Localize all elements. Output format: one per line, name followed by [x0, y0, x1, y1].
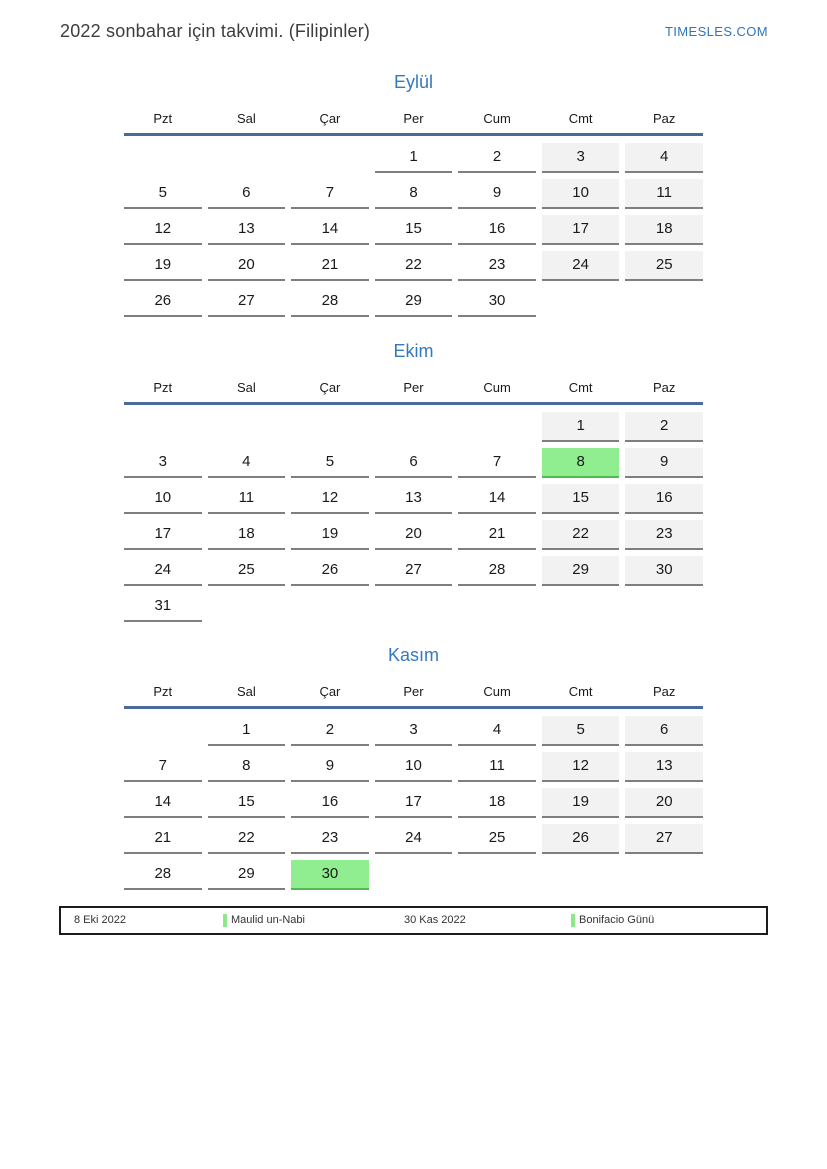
day-cell-empty [458, 860, 536, 890]
day-cell-empty [124, 412, 202, 442]
weekday-label: Çar [319, 684, 341, 699]
day-cell: 28 [124, 860, 202, 890]
day-cell: 24 [375, 824, 453, 854]
weekday-label: Cmt [568, 380, 593, 395]
day-cell: 18 [458, 788, 536, 818]
day-cell: 8 [208, 752, 286, 782]
day-cell: 15 [542, 484, 620, 514]
weekday-label: Cmt [568, 111, 593, 126]
day-cell: 24 [124, 556, 202, 586]
day-cell-empty [458, 592, 536, 622]
day-cell-empty [375, 412, 453, 442]
day-cell-empty [625, 592, 703, 622]
day-cell: 19 [124, 251, 202, 281]
day-cell-empty [124, 143, 202, 173]
weekday-label: Per [403, 684, 424, 699]
weekday-label: Cum [483, 380, 511, 395]
weekday-label: Paz [653, 111, 676, 126]
day-cell-empty [375, 592, 453, 622]
day-cell-empty [542, 592, 620, 622]
day-cell: 27 [208, 287, 286, 317]
day-cell: 25 [625, 251, 703, 281]
weekday-row [124, 683, 703, 701]
day-cell: 10 [375, 752, 453, 782]
day-cell: 1 [375, 143, 453, 173]
day-cell: 30 [625, 556, 703, 586]
weekday-row [124, 110, 703, 128]
legend-date-1: 8 Eki 2022 [74, 914, 126, 926]
day-cell: 12 [124, 215, 202, 245]
day-cell: 22 [375, 251, 453, 281]
day-cell: 19 [542, 788, 620, 818]
day-cell: 14 [291, 215, 369, 245]
weekday-label: Per [403, 380, 424, 395]
day-cell: 3 [375, 716, 453, 746]
day-cell: 20 [375, 520, 453, 550]
day-cell-empty [458, 412, 536, 442]
day-cell-empty [375, 860, 453, 890]
day-cell: 29 [542, 556, 620, 586]
day-cell: 11 [625, 179, 703, 209]
day-cell: 11 [458, 752, 536, 782]
day-grid [124, 412, 703, 622]
day-cell: 4 [458, 716, 536, 746]
day-cell: 30 [458, 287, 536, 317]
weekday-label: Çar [319, 111, 341, 126]
month-header-rule [124, 133, 703, 136]
day-cell: 3 [124, 448, 202, 478]
day-cell-empty [625, 860, 703, 890]
day-cell: 10 [124, 484, 202, 514]
weekday-label: Pzt [153, 380, 173, 395]
day-cell: 13 [208, 215, 286, 245]
month-kasım [124, 643, 703, 890]
legend-date-2: 30 Kas 2022 [404, 914, 466, 926]
holiday-color-swatch-2 [571, 914, 575, 927]
day-cell: 4 [625, 143, 703, 173]
holiday-color-swatch-1 [223, 914, 227, 927]
day-cell: 1 [208, 716, 286, 746]
legend-label-1: Maulid un-Nabi [231, 914, 305, 926]
weekday-label: Pzt [153, 111, 173, 126]
month-title: Ekim [393, 341, 434, 361]
month-title: Eylül [393, 72, 433, 92]
day-cell: 16 [625, 484, 703, 514]
weekday-label: Per [403, 111, 424, 126]
day-cell: 16 [291, 788, 369, 818]
day-cell: 25 [208, 556, 286, 586]
day-cell: 2 [625, 412, 703, 442]
weekday-label: Paz [653, 380, 676, 395]
day-cell-empty [291, 143, 369, 173]
weekday-label: Çar [319, 380, 341, 395]
day-cell: 10 [542, 179, 620, 209]
day-cell: 9 [291, 752, 369, 782]
weekday-label: Pzt [153, 684, 173, 699]
day-cell: 6 [625, 716, 703, 746]
day-cell: 6 [375, 448, 453, 478]
day-cell: 6 [208, 179, 286, 209]
day-cell: 26 [291, 556, 369, 586]
day-cell: 22 [208, 824, 286, 854]
day-cell: 12 [291, 484, 369, 514]
day-cell: 5 [291, 448, 369, 478]
day-cell: 13 [625, 752, 703, 782]
month-ekim [124, 339, 703, 622]
day-cell-empty [625, 287, 703, 317]
day-cell-empty [124, 716, 202, 746]
day-grid [124, 143, 703, 317]
day-cell: 23 [291, 824, 369, 854]
day-cell: 15 [375, 215, 453, 245]
weekday-label: Sal [236, 380, 256, 395]
day-cell: 4 [208, 448, 286, 478]
month-header-rule [124, 402, 703, 405]
day-cell: 9 [458, 179, 536, 209]
day-cell-empty [291, 592, 369, 622]
day-cell: 1 [542, 412, 620, 442]
day-cell-empty [208, 143, 286, 173]
day-cell: 18 [208, 520, 286, 550]
day-cell: 21 [291, 251, 369, 281]
day-cell: 27 [625, 824, 703, 854]
day-cell: 9 [625, 448, 703, 478]
day-cell: 15 [208, 788, 286, 818]
day-cell: 21 [458, 520, 536, 550]
day-cell: 14 [458, 484, 536, 514]
day-cell: 7 [291, 179, 369, 209]
weekday-label: Cum [483, 111, 511, 126]
weekday-label: Sal [236, 111, 256, 126]
month-header-rule [124, 706, 703, 709]
weekday-label: Sal [236, 684, 256, 699]
day-cell-empty [291, 412, 369, 442]
page-header [60, 21, 768, 42]
day-cell: 31 [124, 592, 202, 622]
weekday-label: Paz [653, 684, 676, 699]
day-cell: 3 [542, 143, 620, 173]
day-cell: 7 [458, 448, 536, 478]
day-cell: 20 [625, 788, 703, 818]
day-cell: 24 [542, 251, 620, 281]
day-grid [124, 716, 703, 890]
day-cell: 28 [291, 287, 369, 317]
day-cell: 5 [124, 179, 202, 209]
brand-link[interactable]: TIMESLES.COM [664, 24, 768, 39]
day-cell: 13 [375, 484, 453, 514]
day-cell: 14 [124, 788, 202, 818]
day-cell-empty [542, 287, 620, 317]
month-title: Kasım [387, 645, 439, 665]
day-cell: 18 [625, 215, 703, 245]
day-cell-empty [208, 592, 286, 622]
holiday-legend [59, 906, 768, 935]
day-cell: 8 [375, 179, 453, 209]
day-cell-holiday: 30 [291, 860, 369, 890]
day-cell: 28 [458, 556, 536, 586]
day-cell: 5 [542, 716, 620, 746]
day-cell: 2 [458, 143, 536, 173]
day-cell: 26 [124, 287, 202, 317]
day-cell: 17 [375, 788, 453, 818]
day-cell: 21 [124, 824, 202, 854]
legend-label-2: Bonifacio Günü [579, 914, 655, 926]
day-cell: 19 [291, 520, 369, 550]
weekday-row [124, 379, 703, 397]
day-cell: 2 [291, 716, 369, 746]
day-cell: 22 [542, 520, 620, 550]
day-cell: 25 [458, 824, 536, 854]
weekday-label: Cum [483, 684, 511, 699]
day-cell-empty [208, 412, 286, 442]
day-cell: 7 [124, 752, 202, 782]
day-cell-empty [542, 860, 620, 890]
day-cell: 27 [375, 556, 453, 586]
day-cell: 11 [208, 484, 286, 514]
day-cell: 29 [375, 287, 453, 317]
day-cell: 29 [208, 860, 286, 890]
day-cell: 16 [458, 215, 536, 245]
day-cell: 23 [625, 520, 703, 550]
day-cell: 17 [124, 520, 202, 550]
day-cell: 23 [458, 251, 536, 281]
weekday-label: Cmt [568, 684, 593, 699]
day-cell: 26 [542, 824, 620, 854]
page-title: 2022 sonbahar için takvimi. (Filipinler) [60, 21, 371, 41]
day-cell-holiday: 8 [542, 448, 620, 478]
month-eylül [124, 70, 703, 317]
day-cell: 20 [208, 251, 286, 281]
day-cell: 12 [542, 752, 620, 782]
day-cell: 17 [542, 215, 620, 245]
